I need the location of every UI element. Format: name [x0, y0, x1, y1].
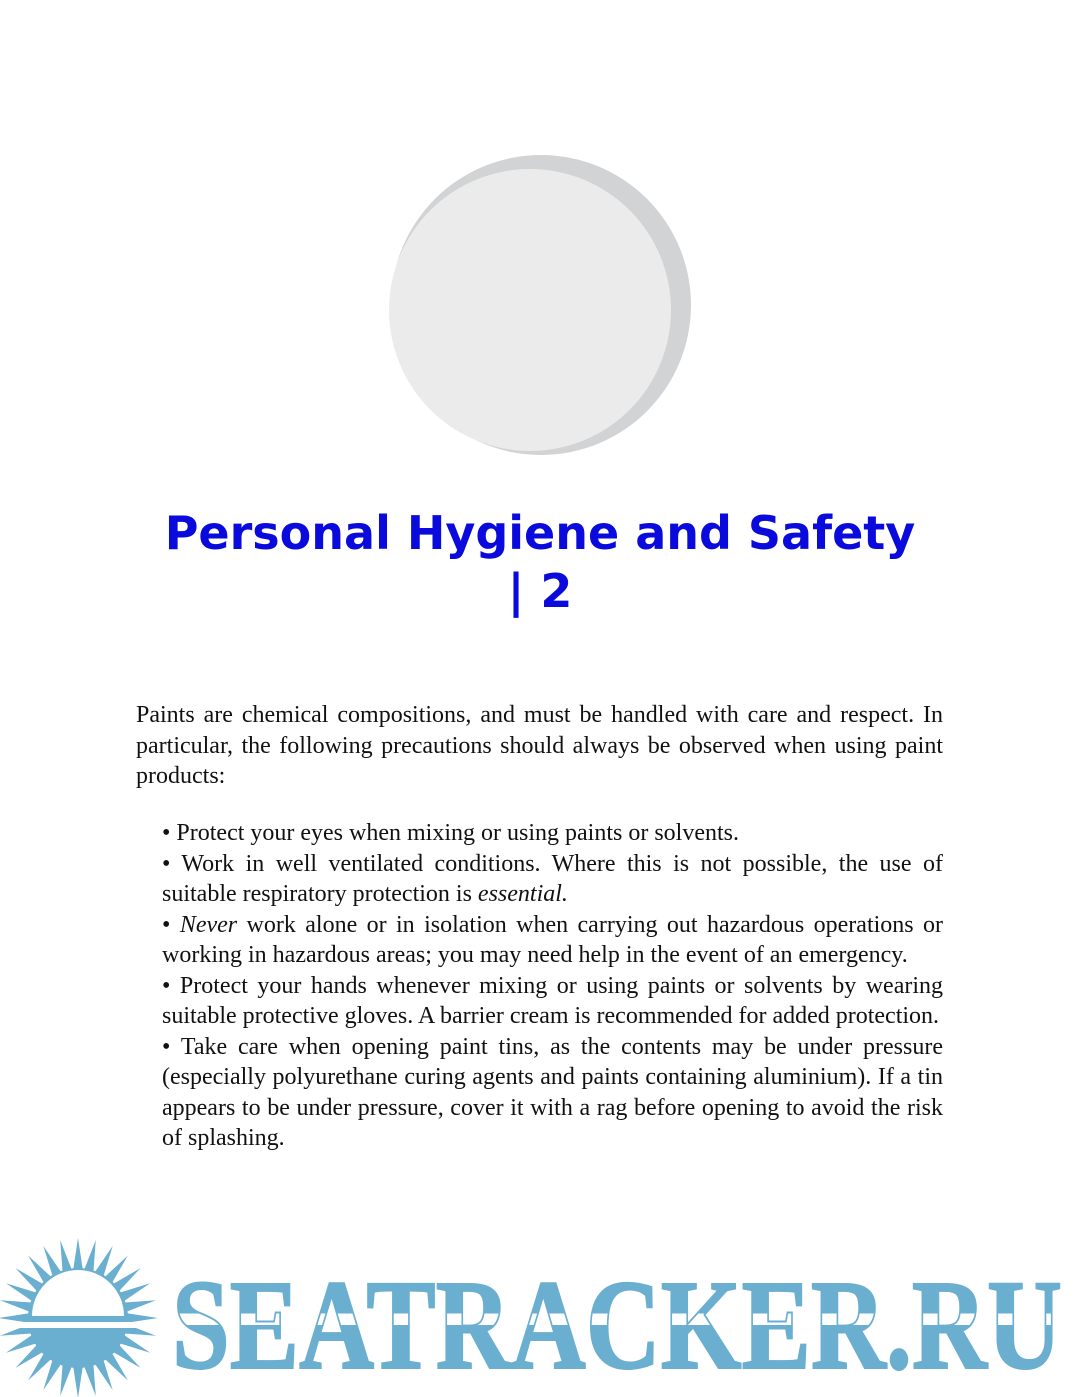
watermark-text: SEATRACKER.RU	[172, 1254, 1062, 1396]
watermark	[0, 1236, 1080, 1397]
bullet-text: Protect your eyes when mixing or using paints or solvents.	[176, 820, 739, 846]
list-item	[162, 971, 943, 1032]
list-item	[162, 1032, 943, 1154]
bullet-marker: •	[162, 972, 171, 999]
page-number: | 2	[507, 564, 573, 618]
emphasis-text: Never	[179, 911, 238, 938]
bullet-marker: •	[162, 850, 171, 877]
list-item	[162, 849, 943, 910]
bullet-text: Protect your hands whenever mixing or using paints or solvents by wearing suitable protective gloves. A barrier cream is recommended for added protection.	[162, 972, 943, 1029]
bullet-marker: •	[162, 1033, 171, 1060]
bullet-text: Take care when opening paint tins, as the contents may be under pressure (especially polyurethane curing agents and paints containing aluminium). If a tin appears to be under pressure, cover it with a rag before opening to avoid the risk of splashing.	[162, 1033, 943, 1151]
list-item	[162, 818, 943, 849]
list-item	[162, 910, 943, 971]
page-title	[120, 504, 960, 620]
bullet-marker: •	[162, 820, 171, 846]
decorative-disc-icon	[388, 152, 694, 458]
page-title-text: Personal Hygiene and Safety	[164, 506, 916, 560]
bullet-marker: •	[162, 911, 171, 938]
intro-paragraph: Paints are chemical compositions, and must be handled with care and respect. In particular, the following precautions should always be observed when using paint products:	[136, 702, 943, 789]
sun-over-sea-icon	[0, 1238, 158, 1397]
precautions-list	[162, 818, 943, 1154]
bullet-text: Work in well ventilated conditions. Where this is not possible, the use of suitable respiratory protection is	[162, 850, 943, 907]
bullet-text: work alone or in isolation when carrying out hazardous operations or working in hazardous areas; you may need help in the event of an emergency.	[162, 911, 944, 968]
emphasis-text: essential.	[477, 881, 568, 907]
